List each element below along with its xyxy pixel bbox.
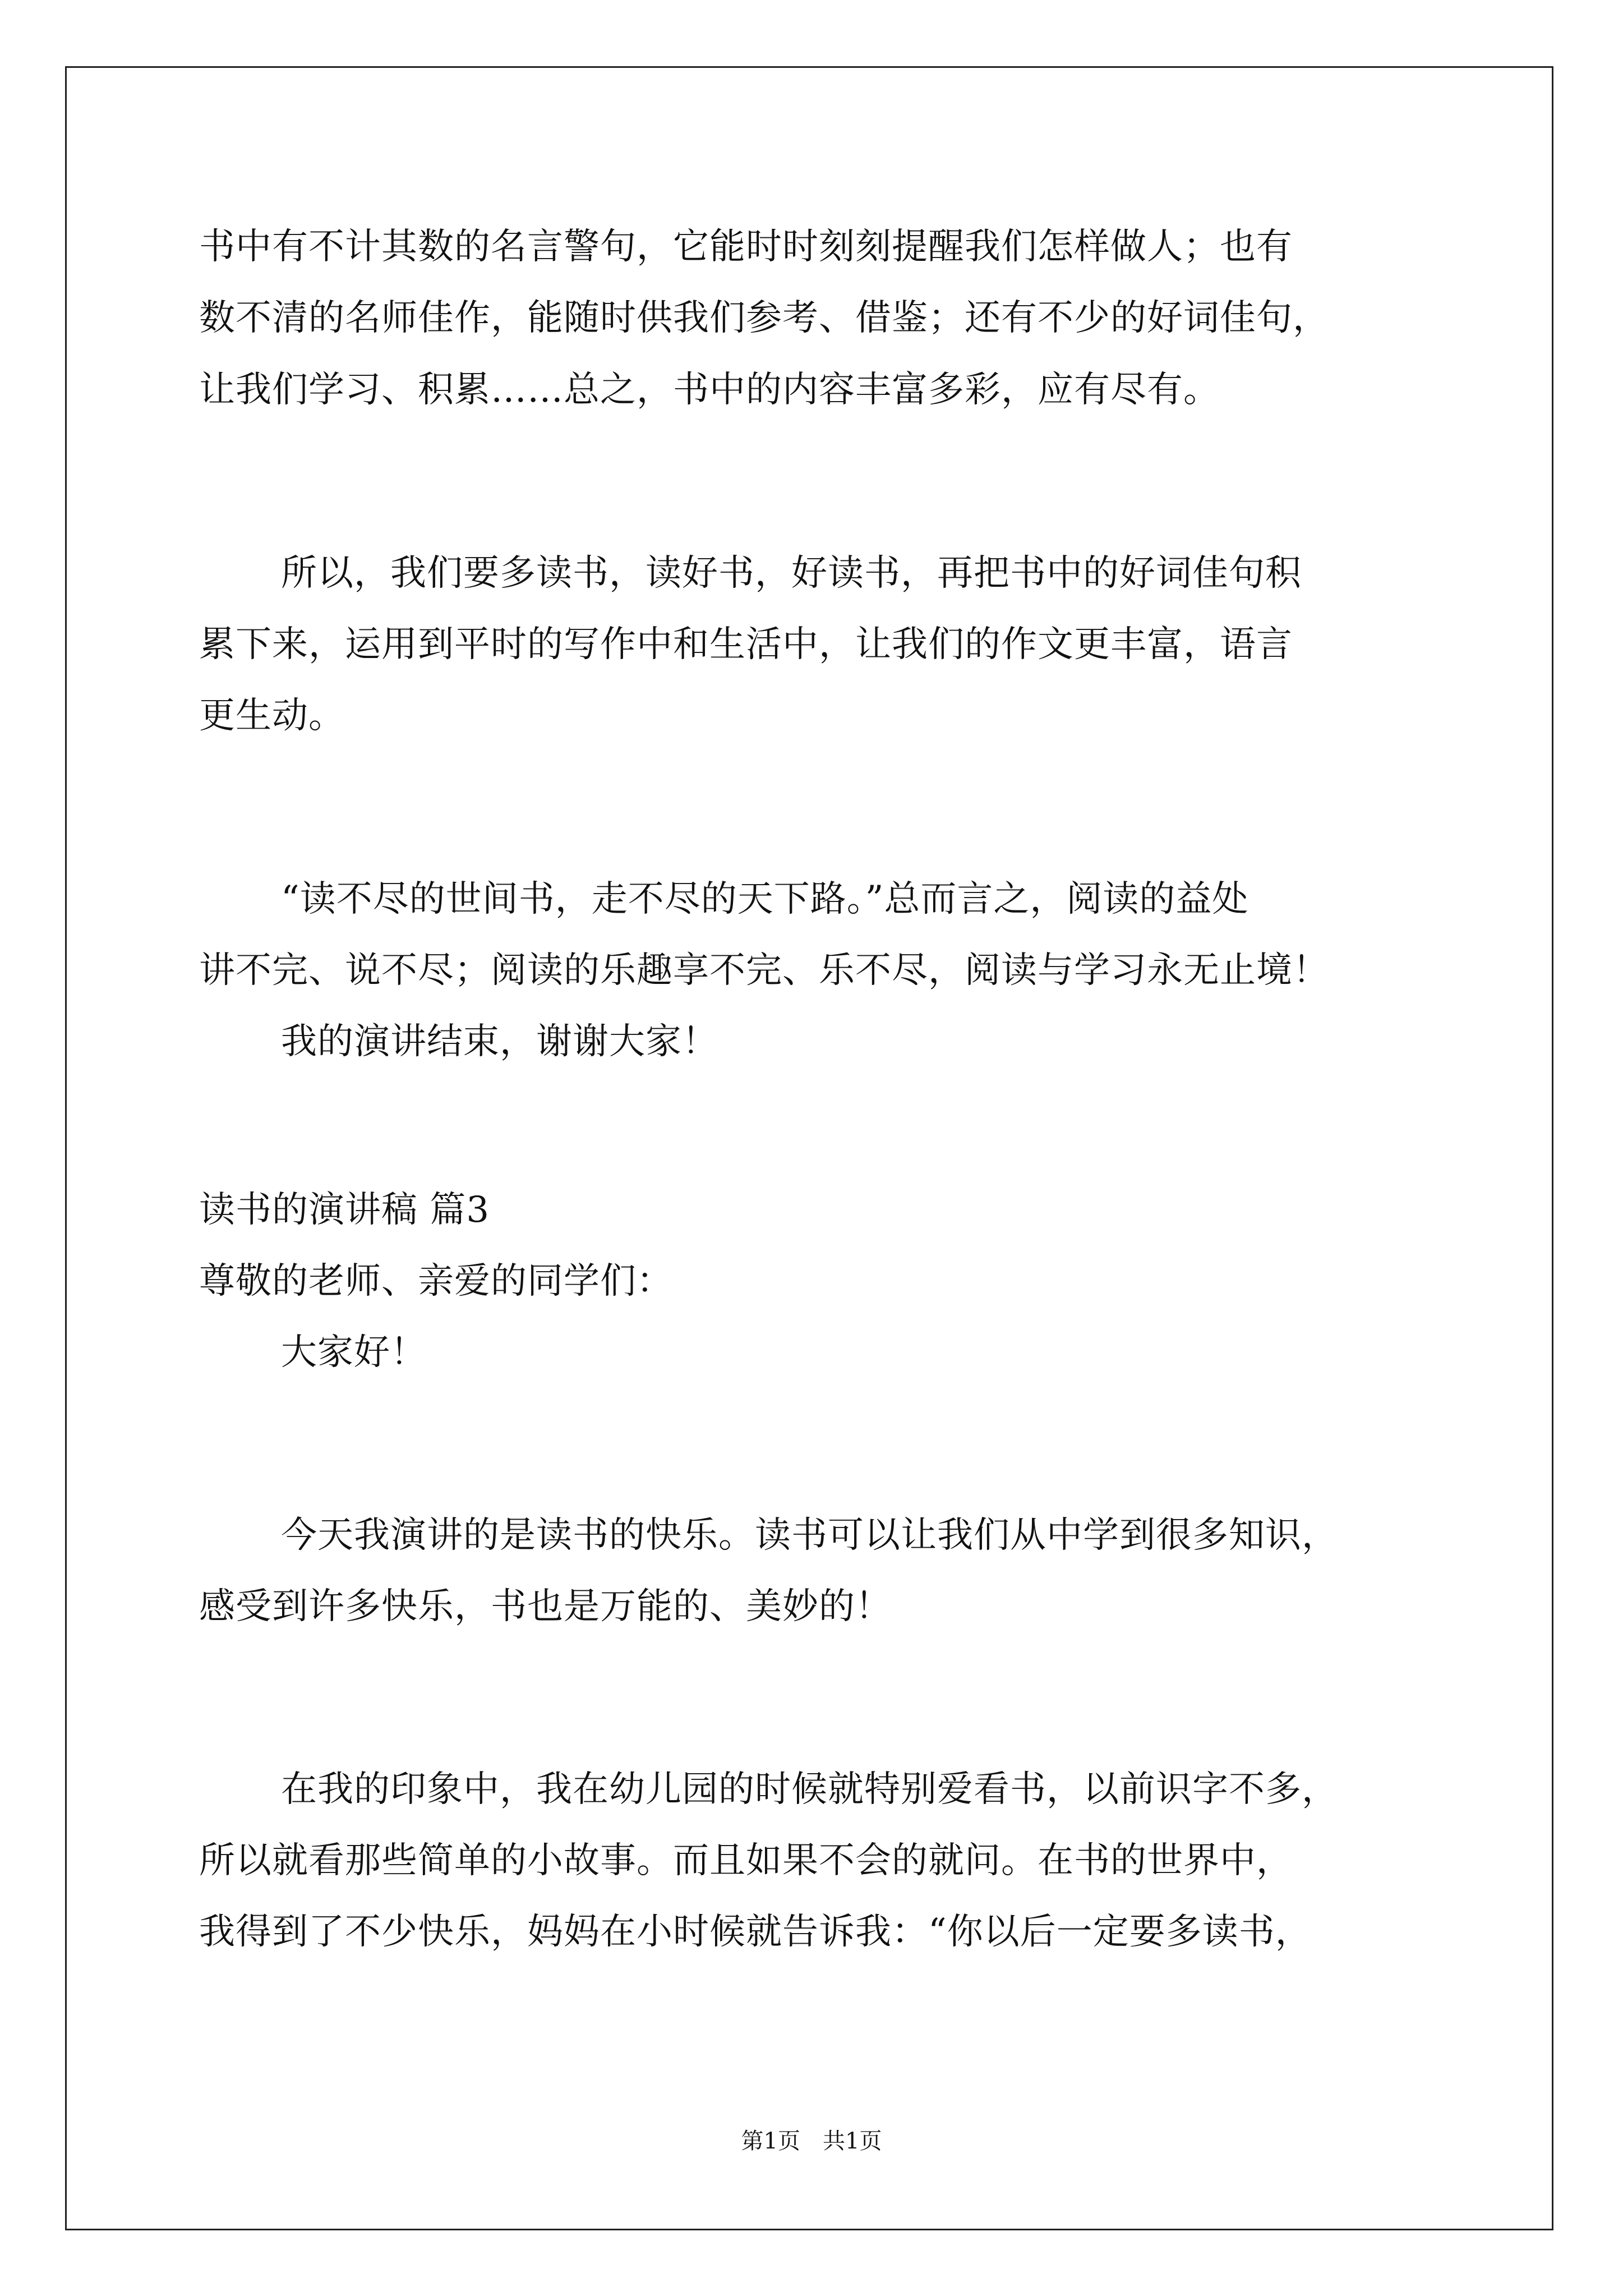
paragraph-start-line: “读不尽的世间书，走不尽的天下路。”总而言之，阅读的益处 bbox=[281, 878, 1249, 920]
text-line: 数不清的名师佳作，能随时供我们参考、借鉴；还有不少的好词佳句， bbox=[199, 297, 1329, 339]
text-line: 更生动。 bbox=[199, 695, 345, 737]
salutation-line: 尊敬的老师、亲爱的同学们： bbox=[199, 1260, 673, 1302]
paragraph-start-line: 今天我演讲的是读书的快乐。读书可以让我们从中学到很多知识， bbox=[281, 1515, 1338, 1556]
text-line: 我得到了不少快乐，妈妈在小时候就告诉我：“你以后一定要多读书， bbox=[199, 1911, 1312, 1953]
page-number-footer: 第1页 共1页 bbox=[741, 2128, 882, 2154]
text-line: 让我们学习、积累……总之，书中的内容丰富多彩，应有尽有。 bbox=[199, 369, 1220, 411]
paragraph-start-line: 在我的印象中，我在幼儿园的时候就特别爱看书，以前识字不多， bbox=[281, 1769, 1338, 1810]
paragraph-start-line: 所以，我们要多读书，读好书，好读书，再把书中的好词佳句积 bbox=[281, 553, 1302, 594]
text-line: 书中有不计其数的名言警句，它能时时刻刻提醒我们怎样做人；也有 bbox=[199, 226, 1293, 268]
section-heading: 读书的演讲稿 篇3 bbox=[199, 1189, 490, 1231]
text-line: 所以就看那些简单的小故事。而且如果不会的就问。在书的世界中， bbox=[199, 1840, 1293, 1881]
paragraph-start-line: 我的演讲结束，谢谢大家！ bbox=[281, 1021, 718, 1062]
text-line: 讲不完、说不尽；阅读的乐趣享不完、乐不尽，阅读与学习永无止境！ bbox=[199, 950, 1329, 991]
greeting-line: 大家好！ bbox=[281, 1332, 427, 1373]
text-line: 累下来，运用到平时的写作中和生活中，让我们的作文更丰富，语言 bbox=[199, 624, 1293, 665]
text-line: 感受到许多快乐，书也是万能的、美妙的！ bbox=[199, 1586, 892, 1627]
